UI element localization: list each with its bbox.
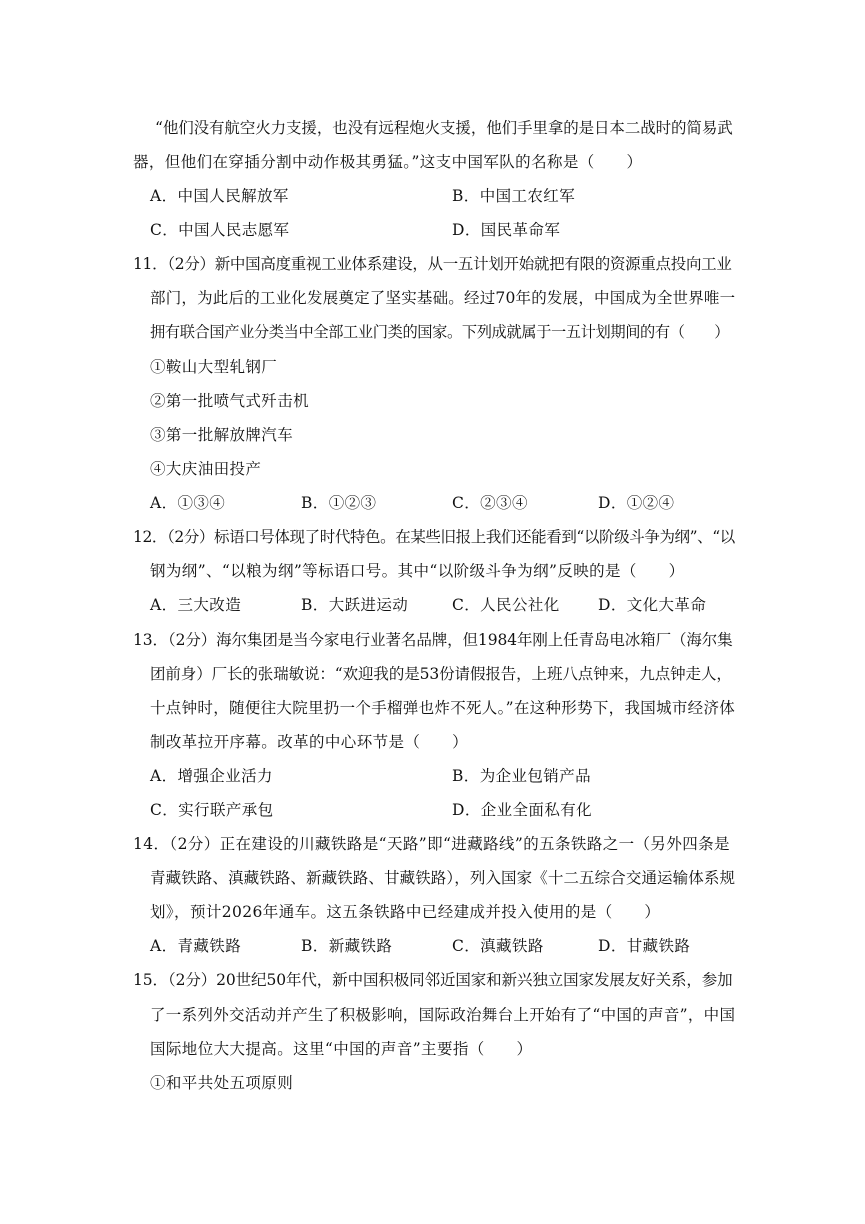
q13-stem-line-2: 团前身）厂长的张瑞敏说：“欢迎我的是53份请假报告，上班八点钟来，九点钟走人， [150,665,732,683]
q13-option-b: B．为企业包销产品 [452,767,591,785]
q11-stem-line-1: 11．（2分）新中国高度重视工业体系建设，从一五计划开始就把有限的资源重点投向工业 [133,255,732,273]
q11-option-b: B．①②③ [301,494,377,512]
q13-option-c: C．实行联产承包 [150,801,274,819]
q12-option-a: A．三大改造 [150,596,242,614]
q15-stem-line-3: 国际地位大大提高。这里“中国的声音”主要指（ ） [150,1040,533,1058]
q12-stem-line-2: 钢为纲”、“以粮为纲”等标语口号。其中“以阶级斗争为纲”反映的是（ ） [150,562,685,580]
q12-option-b: B．大跃进运动 [301,596,409,614]
q14-option-b: B．新藏铁路 [301,937,393,955]
q10-option-b: B．中国工农红军 [452,187,576,205]
q11-option-a: A．①③④ [150,494,226,512]
q14-option-a: A．青藏铁路 [150,937,242,955]
q10-option-a: A．中国人民解放军 [150,187,289,205]
q14-option-d: D．甘藏铁路 [598,937,691,955]
q13-option-a: A．增强企业活力 [150,767,273,785]
q12-option-d: D．文化大革命 [598,596,707,614]
q10-stem-line-2: 器，但他们在穿插分割中动作极其勇猛。”这支中国军队的名称是（ ） [133,153,643,171]
q11-item-2: ②第一批喷气式歼击机 [150,392,310,410]
q11-option-c: C．②③④ [452,494,528,512]
q11-stem-line-3: 拥有联合国产业分类当中全部工业门类的国家。下列成就属于一五计划期间的有（ ） [150,323,730,341]
q10-option-c: C．中国人民志愿军 [150,221,290,239]
q11-item-4: ④大庆油田投产 [150,460,262,478]
q13-option-d: D．企业全面私有化 [452,801,593,819]
q13-stem-line-3: 十点钟时，随便往大院里扔一个手榴弹也炸不死人。”在这种形势下，我国城市经济体 [150,699,736,717]
q15-item-1: ①和平共处五项原则 [150,1074,294,1092]
q14-stem-line-3: 划》，预计2026年通车。这五条铁路中已经建成并投入使用的是（ ） [150,903,661,921]
q11-stem-line-2: 部门，为此后的工业化发展奠定了坚实基础。经过70年的发展，中国成为全世界唯一 [150,289,736,307]
q13-stem-line-4: 制改革拉开序幕。改革的中心环节是（ ） [150,733,469,751]
q11-item-3: ③第一批解放牌汽车 [150,426,294,444]
q10-option-d: D．国民革命军 [452,221,561,239]
q14-option-c: C．滇藏铁路 [452,937,544,955]
q12-stem-line-1: 12．（2分）标语口号体现了时代特色。在某些旧报上我们还能看到“以阶级斗争为纲”、“以 [133,528,735,546]
q10-stem-line-1: “他们没有航空火力支援，也没有远程炮火支援，他们手里拿的是日本二战时的简易武 [155,119,733,137]
q14-stem-line-2: 青藏铁路、滇藏铁路、新藏铁路、甘藏铁路），列入国家《十二五综合交通运输体系规 [150,869,736,887]
q13-stem-line-1: 13．（2分）海尔集团是当今家电行业著名品牌，但1984年刚上任青岛电冰箱厂（海尔集 [133,631,733,649]
q15-stem-line-1: 15．（2分）20世纪50年代，新中国积极同邻近国家和新兴独立国家发展友好关系，参加 [133,971,733,989]
q12-option-c: C．人民公社化 [452,596,560,614]
q14-stem-line-1: 14．（2分）正在建设的川藏铁路是“天路”即“进藏路线”的五条铁路之一（另外四条是 [133,835,730,853]
q15-stem-line-2: 了一系列外交活动并产生了积极影响，国际政治舞台上开始有了“中国的声音”，中国 [150,1006,736,1024]
q11-item-1: ①鞍山大型轧钢厂 [150,358,278,376]
q11-option-d: D．①②④ [598,494,675,512]
